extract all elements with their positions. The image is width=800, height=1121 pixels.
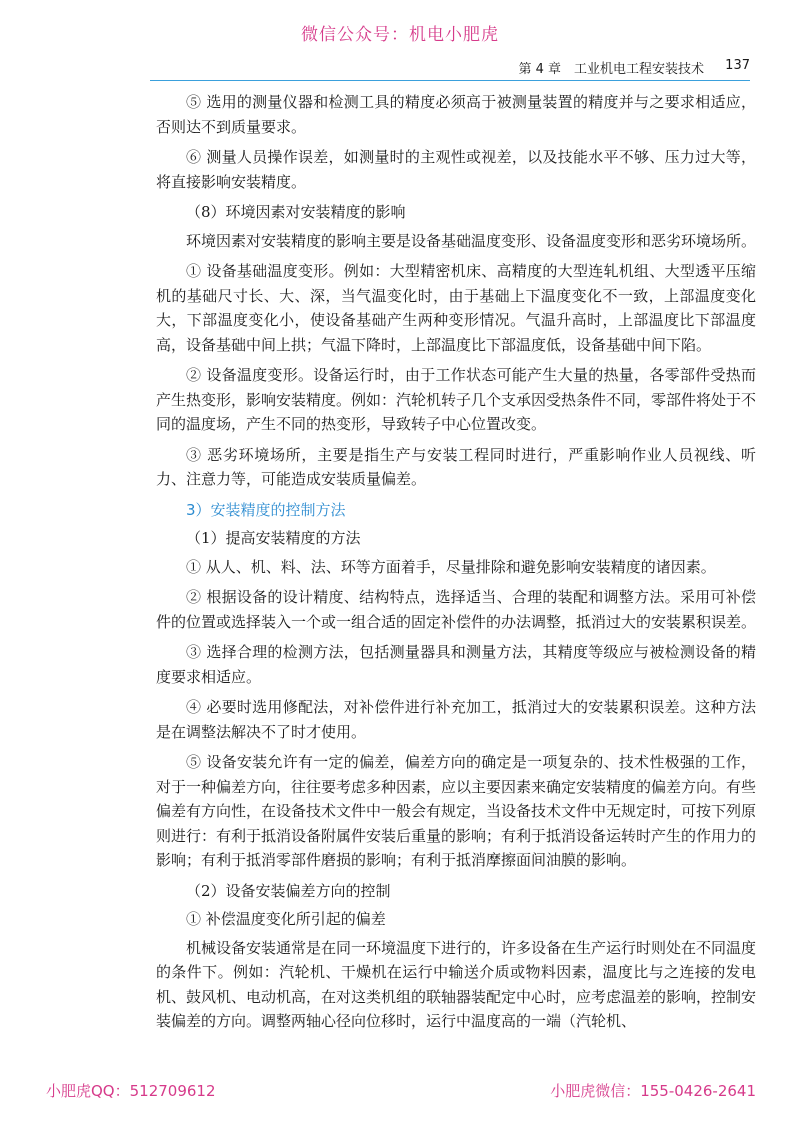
paragraph: ③ 选择合理的检测方法，包括测量器具和测量方法，其精度等级应与被检测设备的精度要求相适应。	[156, 643, 756, 686]
paragraph: ② 根据设备的设计精度、结构特点，选择适当、合理的装配和调整方法。采用可补偿件的位置或选择装入一个或一组合适的固定补偿件的办法调整，抵消过大的安装累积误差。	[156, 588, 757, 631]
chapter-title: 第 4 章 工业机电工程安装技术	[518, 62, 704, 77]
page-body	[156, 90, 756, 1040]
subheading: （8）环境因素对安装精度的影响	[186, 203, 406, 221]
paragraph: ① 设备基础温度变形。例如：大型精密机床、高精度的大型连轧机组、大型透平压缩机的基础尺寸长、大、深，当气温变化时，由于基础上下温度变化不一致，上部温度变化大，下部温度变化小，使设备基础产生两种变形情况。气温升高时，上部温度比下部温度高，设备基础中间上拱；气温下降时，上部温度比下部温度低，设备基础中间下陷。	[156, 262, 756, 354]
running-header	[150, 58, 750, 81]
paragraph: ④ 必要时选用修配法，对补偿件进行补充加工，抵消过大的安装累积误差。这种方法是在调整法解决不了时才使用。	[156, 698, 756, 741]
subheading: （1）提高安装精度的方法	[186, 529, 361, 547]
paragraph: ⑤ 选用的测量仪器和检测工具的精度必须高于被测量装置的精度并与之要求相适应，否则达不到质量要求。	[156, 93, 756, 136]
bottom-left-watermark: 小肥虎QQ：512709612	[46, 1082, 216, 1100]
paragraph: 机械设备安装通常是在同一环境温度下进行的，许多设备在生产运行时则处在不同温度的条件下。例如：汽轮机、干燥机在运行中输送介质或物料因素，温度比与之连接的发电机、鼓风机、电动机高，在对这类机组的联轴器装配定中心时，应考虑温差的影响，控制安装偏差的方向。调整两轴心径向位移时，运行中温度高的一端（汽轮机、	[156, 938, 757, 1030]
paragraph: ⑥ 测量人员操作误差，如测量时的主观性或视差，以及技能水平不够、压力过大等，将直接影响安装精度。	[156, 148, 756, 191]
paragraph: 环境因素对安装精度的影响主要是设备基础温度变形、设备温度变形和恶劣环境场所。	[186, 231, 757, 250]
page-number: 137	[725, 58, 750, 73]
top-watermark: 微信公众号：机电小肥虎	[301, 25, 499, 45]
paragraph: ③ 恶劣环境场所，主要是指生产与安装工程同时进行，严重影响作业人员视线、听力、注意力等，可能造成安装质量偏差。	[156, 445, 756, 488]
paragraph: ② 设备温度变形。设备运行时，由于工作状态可能产生大量的热量，各零部件受热而产生热变形，影响安装精度。例如：汽轮机转子几个支承因受热条件不同，零部件将处于不同的温度场，产生不同的热变形，导致转子中心位置改变。	[156, 366, 757, 433]
paragraph: ⑤ 设备安装允许有一定的偏差，偏差方向的确定是一项复杂的、技术性极强的工作，对于一种偏差方向，往往要考虑多种因素，应以主要因素来确定安装精度的偏差方向。有些偏差有方向性，在设备技术文件中一般会有规定，当设备技术文件中无规定时，可按下列原则进行：有利于抵消设备附属件安装后重量的影响；有利于抵消设备运转时产生的作用力的影响；有利于抵消零部件磨损的影响；有利于抵消摩擦面间油膜的影响。	[156, 753, 757, 869]
subheading: ① 补偿温度变化所引起的偏差	[186, 910, 386, 928]
section-heading: 3）安装精度的控制方法	[186, 500, 346, 519]
bottom-right-watermark: 小肥虎微信：155-0426-2641	[550, 1082, 756, 1100]
subheading: （2）设备安装偏差方向的控制	[186, 881, 391, 900]
paragraph: ① 从人、机、料、法、环等方面着手，尽量排除和避免影响安装精度的诸因素。	[186, 557, 716, 576]
